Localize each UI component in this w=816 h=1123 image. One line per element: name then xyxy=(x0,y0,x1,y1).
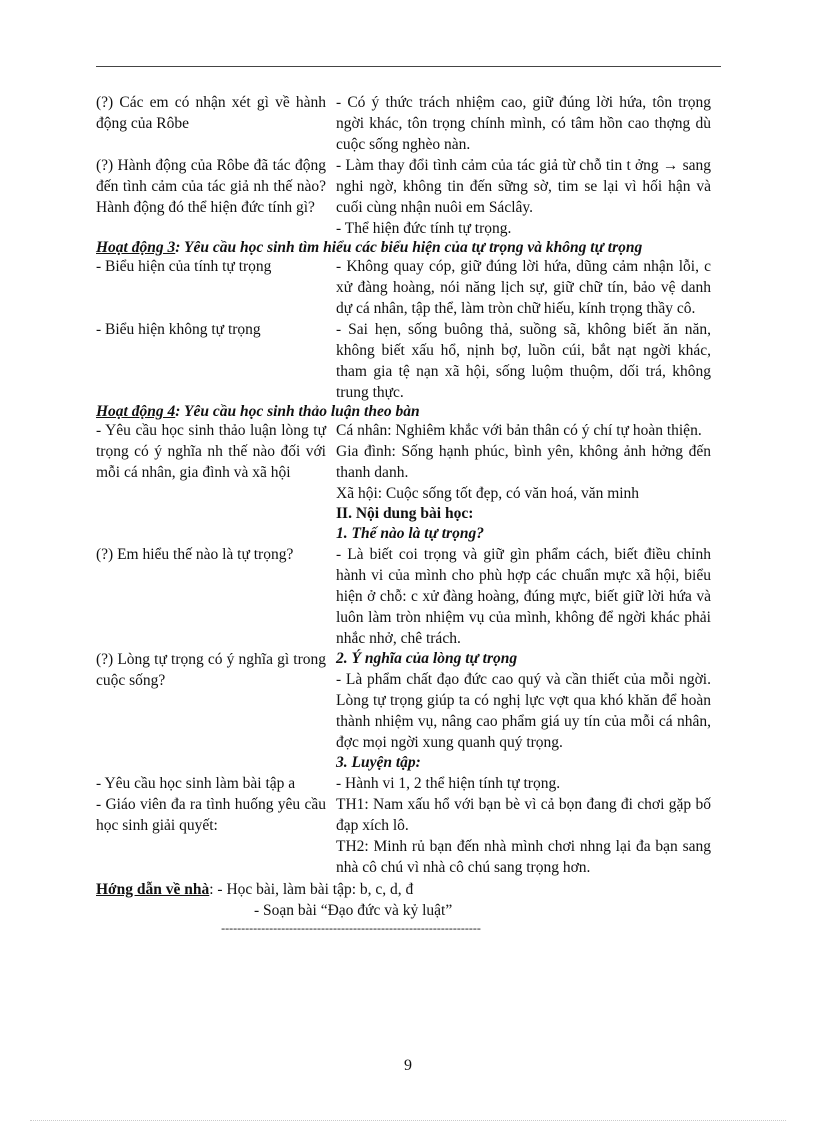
answer-cell xyxy=(336,649,711,773)
answer-text: - Thể hiện đức tính tự trọng. xyxy=(336,220,512,237)
table-row xyxy=(96,649,721,773)
homework-text: : - Học bài, làm bài tập: b, c, d, đ xyxy=(209,881,414,898)
homework-line-1 xyxy=(96,879,721,900)
table-row xyxy=(96,420,721,544)
header-rule xyxy=(96,66,721,67)
activity-text: : Yêu cầu học sinh tìm hiểu các biểu hiện của tự trọng và không tự trọng xyxy=(175,239,643,256)
question-cell: - Yêu cầu học sinh thảo luận lòng tự trọng có ý nghĩa nh thế nào đối với mỗi cá nhân, gia đình và xã hội xyxy=(96,422,326,481)
activity-4-heading xyxy=(96,404,721,420)
question-cell: (?) Em hiểu thế nào là tự trọng? xyxy=(96,546,294,563)
question-text: - Giáo viên đa ra tình huống yêu cầu học sinh giải quyết: xyxy=(96,796,326,834)
answer-cell xyxy=(336,92,711,155)
question-cell: (?) Hành động của Rôbe đã tác động đến tình cảm của tác giả nh thế nào? Hành động đó thể hiện đức tính gì? xyxy=(96,157,326,216)
question-cell: (?) Lòng tự trọng có ý nghĩa gì trong cuộc sống? xyxy=(96,651,326,689)
answer-cell xyxy=(336,256,711,319)
homework-line-2: - Soạn bài “Đạo đức và kỷ luật” xyxy=(254,902,453,919)
answer-text: Cá nhân: Nghiêm khắc với bản thân có ý chí tự hoàn thiện. xyxy=(336,422,702,439)
activity-3-heading xyxy=(96,240,721,256)
activity-label: Hoạt động 4 xyxy=(96,403,176,420)
homework-label: Hớng dẫn về nhà xyxy=(96,881,210,898)
answer-text: TH2: Minh rủ bạn đến nhà mình chơi nhng lại đa bạn sang nhà cô chú vì nhà cô chú sang trọng hơn. xyxy=(336,838,711,876)
answer-text: - Không quay cóp, giữ đúng lời hứa, dũng cảm nhận lỗi, c xử đàng hoàng, nói năng lịch sự, giữ chữ tín, bảo vệ danh dự cá nhân, tập thể, làm tròn chữ hiếu, kính trọng thầy cô. xyxy=(336,258,711,317)
question-cell: - Biểu hiện không tự trọng xyxy=(96,321,261,338)
subsection-2-heading: 2. Ý nghĩa của lòng tự trọng xyxy=(336,650,518,667)
table-row xyxy=(96,256,721,319)
answer-text: - Hành vi 1, 2 thể hiện tính tự trọng. xyxy=(336,775,561,792)
answer-text: - Là biết coi trọng và giữ gìn phẩm cách, biết điều chỉnh hành vi của mình cho phù hợp các chuẩn mực xã hội, biểu hiện ở chỗ: c xử đàng hoàng, đúng mực, biết giữ lời hứa và luôn làm tròn nhiệm vụ của mình, không để ngời khác phải nhắc nhở, chê trách. xyxy=(336,546,711,647)
question-cell: (?) Các em có nhận xét gì về hành động của Rôbe xyxy=(96,94,326,132)
answer-text: Xã hội: Cuộc sống tốt đẹp, có văn hoá, văn minh xyxy=(336,485,640,502)
answer-text: - Có ý thức trách nhiệm cao, giữ đúng lời hứa, tôn trọng ngời khác, tôn trọng chính mình, có tâm hồn cao thợng dù cuộc sống nghèo nàn. xyxy=(336,94,711,153)
page-bottom-border xyxy=(30,1120,786,1121)
section-ii-heading: II. Nội dung bài học: xyxy=(336,505,474,522)
separator-dashes: ----------------------------------------------------------------- xyxy=(221,921,481,935)
homework-block xyxy=(96,879,721,921)
question-text: - Yêu cầu học sinh làm bài tập a xyxy=(96,775,296,792)
subsection-3-heading: 3. Luyện tập: xyxy=(336,754,421,771)
activity-label: Hoạt động 3 xyxy=(96,239,176,256)
document-body xyxy=(96,92,721,935)
answer-text: Gia đình: Sống hạnh phúc, bình yên, không ảnh hởng đến thanh danh. xyxy=(336,443,711,481)
table-row xyxy=(96,544,721,649)
table-row xyxy=(96,92,721,155)
answer-cell xyxy=(336,155,711,239)
activity-text: : Yêu cầu học sinh thảo luận theo bàn xyxy=(175,403,420,420)
table-row xyxy=(96,155,721,239)
subsection-1-heading: 1. Thế nào là tự trọng? xyxy=(336,525,484,542)
answer-text: TH1: Nam xấu hổ với bạn bè vì cả bọn đang đi chơi gặp bố đạp xích lô. xyxy=(336,796,711,834)
page-number: 9 xyxy=(404,1057,412,1074)
answer-cell xyxy=(336,319,711,403)
table-row xyxy=(96,773,721,878)
question-cell: - Biểu hiện của tính tự trọng xyxy=(96,258,272,275)
answer-cell xyxy=(336,544,711,649)
answer-text: - Là phẩm chất đạo đức cao quý và cần thiết của mỗi ngời. Lòng tự trọng giúp ta có nghị lực vợt qua khó khăn để hoàn thành nhiệm vụ, nâng cao phẩm giá uy tín của mỗi cá nhân, đợc mọi ngời xung quanh quý trọng. xyxy=(336,671,711,751)
answer-cell xyxy=(336,420,711,544)
answer-cell xyxy=(336,773,711,878)
question-cell xyxy=(96,773,336,836)
answer-text: - Làm thay đổi tình cảm của tác giả từ chỗ tin t ởng → sang nghi ngờ, không tin đến sững sờ, tim se lại vì hối hận và cuối cùng nhận nuôi em Sáclây. xyxy=(336,157,711,216)
answer-text: - Sai hẹn, sống buông thả, suồng sã, không biết ăn năn, không biết xấu hổ, nịnh bợ, luồn cúi, bắt nạt ngời khác, tham gia tệ nạn xã hội, sống luộm thuộm, dối trá, không trung thực. xyxy=(336,321,711,401)
table-row xyxy=(96,319,721,403)
